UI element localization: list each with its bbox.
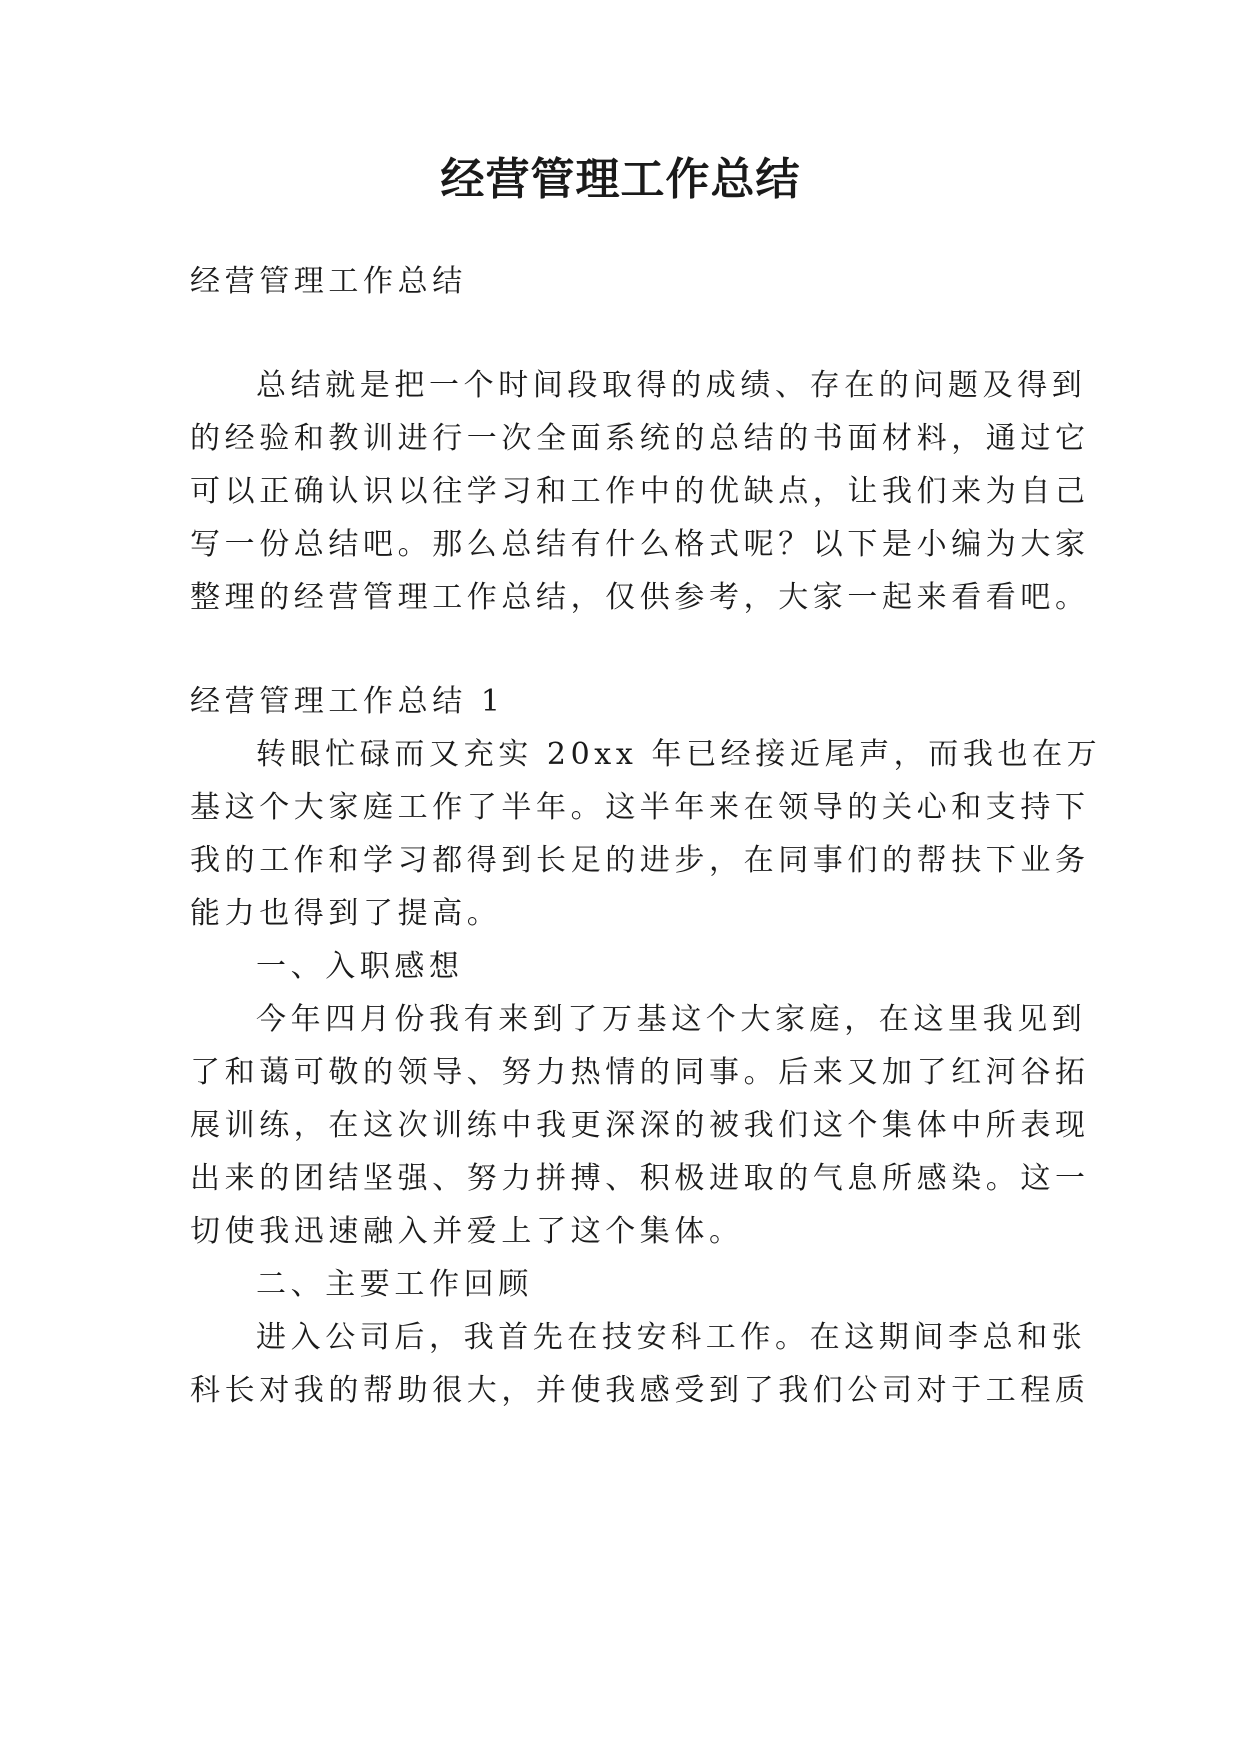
intro-paragraph-line: 整理的经营管理工作总结，仅供参考，大家一起来看看吧。 (190, 580, 1090, 615)
intro-paragraph-line: 可以正确认识以往学习和工作中的优缺点，让我们来为自己 (190, 474, 1090, 509)
paragraph-line: 基这个大家庭工作了半年。这半年来在领导的关心和支持下 (190, 790, 1090, 825)
paragraph-line: 能力也得到了提高。 (190, 896, 502, 931)
paragraph-line: 我的工作和学习都得到长足的进步，在同事们的帮扶下业务 (190, 843, 1090, 878)
section-heading: 经营管理工作总结 1 (190, 684, 505, 719)
subtitle-line: 经营管理工作总结 (190, 264, 467, 299)
paragraph-line: 进入公司后，我首先在技安科工作。在这期间李总和张 (256, 1320, 1087, 1355)
paragraph-line: 科长对我的帮助很大，并使我感受到了我们公司对于工程质 (190, 1373, 1090, 1408)
paragraph-line: 转眼忙碌而又充实 20xx 年已经接近尾声，而我也在万 (256, 737, 1102, 772)
intro-paragraph-line: 的经验和教训进行一次全面系统的总结的书面材料，通过它 (190, 421, 1090, 456)
subsection-heading: 二、主要工作回顾 (256, 1267, 533, 1302)
paragraph-line: 出来的团结坚强、努力拼搏、积极进取的气息所感染。这一 (190, 1161, 1090, 1196)
paragraph-line: 展训练，在这次训练中我更深深的被我们这个集体中所表现 (190, 1108, 1090, 1143)
paragraph-line: 了和蔼可敬的领导、努力热情的同事。后来又加了红河谷拓 (190, 1055, 1090, 1090)
intro-paragraph-line: 总结就是把一个时间段取得的成绩、存在的问题及得到 (256, 368, 1087, 403)
paragraph-line: 今年四月份我有来到了万基这个大家庭，在这里我见到 (256, 1002, 1087, 1037)
subsection-heading: 一、入职感想 (256, 949, 464, 984)
document-title: 经营管理工作总结 (440, 154, 801, 205)
intro-paragraph-line: 写一份总结吧。那么总结有什么格式呢？以下是小编为大家 (190, 527, 1090, 562)
paragraph-line: 切使我迅速融入并爱上了这个集体。 (190, 1214, 744, 1249)
